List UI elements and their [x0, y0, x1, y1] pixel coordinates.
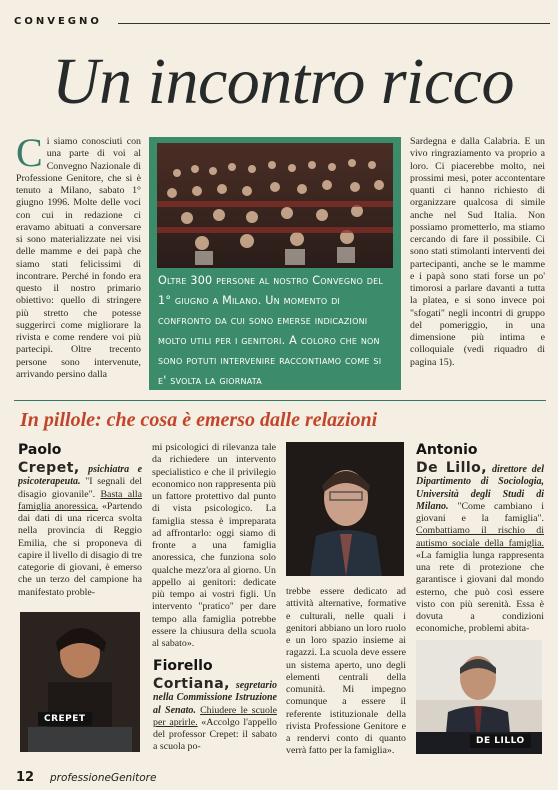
magazine-brand: professioneGenitore: [50, 772, 157, 784]
cortiana-block: [153, 658, 277, 776]
dellillo-last-name: De Lillo,: [416, 460, 488, 476]
cortiana-intro: [153, 676, 277, 776]
cortiana-first-name: Fiorello: [153, 658, 213, 674]
crepet-last-name: Crepet,: [18, 460, 80, 476]
crepet-intro: [18, 460, 142, 620]
dellillo-nameplate: DE LILLO: [470, 734, 531, 748]
crepet-block: [18, 442, 142, 620]
cortiana-body: «Accolgo l'appello del professor Crepet: il sabato a scuola po-: [153, 716, 277, 753]
section-label: CONVEGNO: [14, 16, 102, 27]
audience-photo: [157, 143, 393, 268]
page-number: 12: [16, 770, 35, 785]
man-portrait: [286, 442, 404, 576]
cortiana-underline: Chiudere le scuole per aprirle.: [153, 704, 277, 728]
intro-column-left: [16, 136, 141, 394]
intro-column-right: Sardegna e dalla Calabria. E un vivo ringraziamento va proprio a loro. Ci piacerebbe molto, nei prossimi mesi, poter accontentare quanti ci hanno richiesto di organizzare qualcosa di simile anche nel Sud Italia. Non possiamo prometterlo, ma stiamo cercando di fare il possibile. Ci sono stati stimolanti interventi dei partecipanti, anche se le mamme e i papà sono stati forse un po' timorosi a parlare davanti a tutta la platea, e si sono invece poi "sfogati" negli incontri di gruppo del pomeriggio, in una dimensione più intima e colloquiale (vedi riquadro di pagina 15).: [410, 136, 545, 368]
dellillo-role: direttore del Dipartimento di Sociologia, Università degli Studi di Milano.: [416, 464, 544, 512]
section-divider: [14, 400, 546, 401]
photo-caption: Oltre 300 persone al nostro Convegno del 1° giugno a Milano. Un momento di confronto da cui sono emerse indicazioni molto utili per i genitori. A coloro che non sono potuti intervenire raccontiamo come si e' svolta la giornata: [158, 274, 384, 387]
cortiana-last-name: Cortiana,: [153, 676, 230, 692]
header-rule: [118, 23, 550, 24]
dellillo-block: [416, 442, 544, 635]
dellillo-small-photo: [286, 442, 404, 576]
intro-text-left: i siamo conosciuti con una parte di voi al Convegno Nazionale di Professione Genitore, che si è tenuto a Milano, sabato 1° giugno 1996. Molte delle voci con cui in redazione ci eravamo abituati a conversare si sono materializzate nei visi delle mamme e dei papà che siamo stati felicissimi di incontrare. Perché in fondo era questo il nostro primario obiettivo: quello di stringere più stretto che potesse suggerirci come migliorare la rivista e come rendere voi più partecipi. Oltre trecento persone sono intervenute, arrivando persino dalla: [16, 136, 141, 380]
crepet-photo: [20, 612, 140, 752]
dellillo-lead: "Come cambiano i giovani e la famiglia".: [416, 500, 544, 524]
crepet-lead: "I segnali del disagio giovanile".: [18, 476, 142, 500]
crepet-nameplate: CREPET: [38, 712, 92, 726]
dellillo-intro: [416, 460, 544, 635]
crepet-first-name: Paolo: [18, 442, 62, 458]
article-headline: Un incontro ricco: [52, 45, 514, 118]
cortiana-continuation: trebbe essere dedicato ad attività alternative, formative e culturali, nelle quali i genitori abbiano un loro ruolo e un loro spazio insieme ai ragazzi. La scuola deve essere un sistema aperto, uno degli elementi centrali della comunità. Mi impegno comunque a essere il referente istituzionale della rivista Professione Genitore e a rendervi conto di quanto verrà fatto per la famiglia».: [286, 586, 406, 756]
crepet-role: psichiatra e psicoterapeuta.: [18, 464, 142, 488]
audience-illustration: [157, 143, 393, 268]
crepet-portrait: [20, 612, 140, 752]
dellillo-first-name: Antonio: [416, 442, 478, 458]
crepet-underline: Basta alla famiglia anoressica.: [18, 488, 142, 512]
drop-cap: C: [16, 136, 43, 175]
dellillo-underline: Combattiamo il rischio di autismo sociale della famiglia.: [416, 525, 544, 549]
dellillo-body: «La famiglia lunga rappresenta una rete di protezione che garantisce i giovani dal mondo esterno, che può così essere visto con più serenità. Essa è dovuta a condizioni economiche, problemi abita-: [416, 549, 544, 635]
cortiana-role: segretario nella Commissione Istruzione al Senato.: [153, 680, 277, 716]
crepet-continuation: mi psicologici di rilevanza tale da richiedere un intervento specialistico e che il privilegio economico non rappresenta più un fattore protettivo dal punto di vista psicologico. La famiglia stessa è impreparata ad affrontarlo: oggi siamo di fronte a una famiglia anoressica, che funziona solo qualche mezz'ora al giorno. Un appello ai genitori: dedicate più tempo ai vostri figli. Un intervento "pratico" per dare tempo alla famiglia potrebbe essere la chiusura della scuola al sabato».: [152, 442, 276, 649]
crepet-body: «Partendo dai dati di una ricerca svolta nella provincia di Reggio Emilia, che si proponeva di capire il livello di disagio di tre categorie di giovani, è emerso che un terzo del campione ha manifestato proble-: [18, 500, 142, 598]
pills-heading: In pillole: che cosa è emerso dalle relazioni: [20, 409, 378, 431]
